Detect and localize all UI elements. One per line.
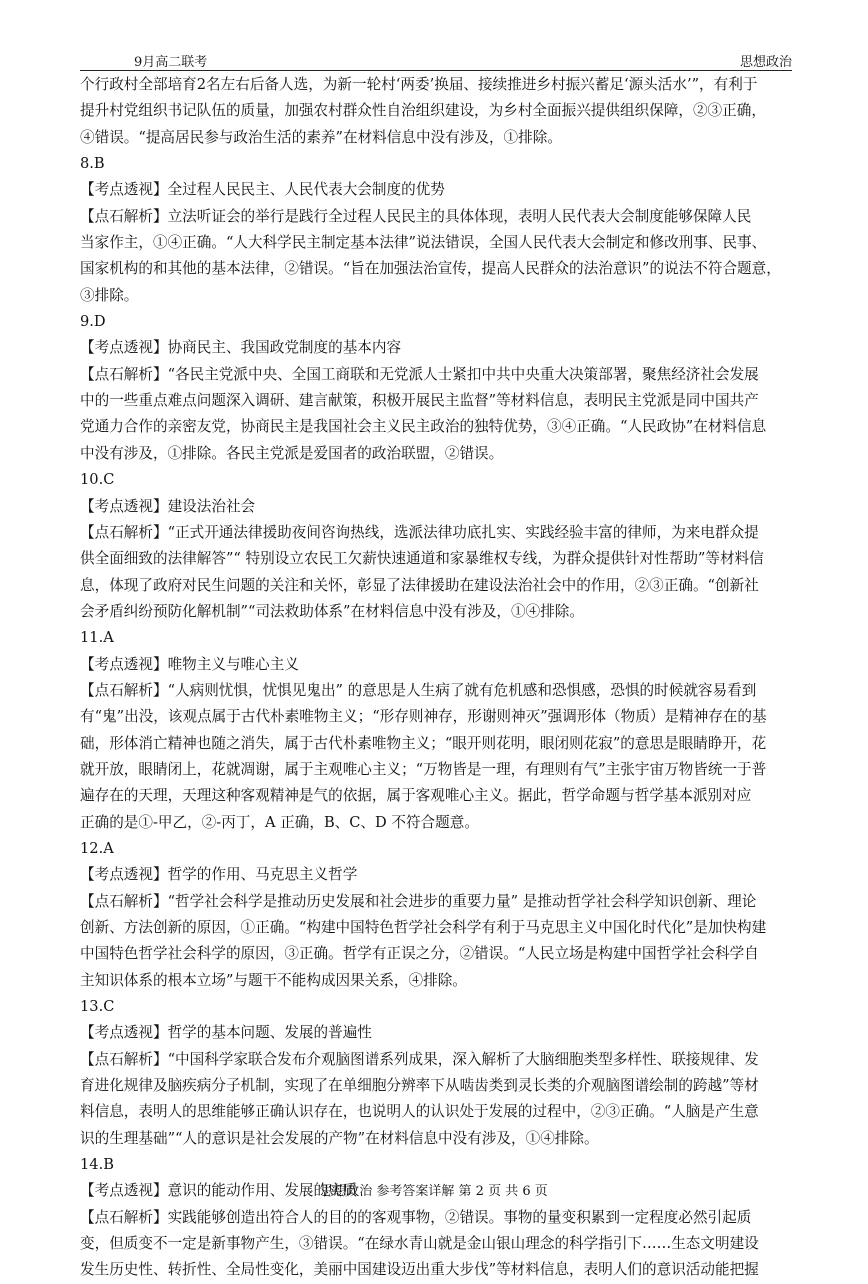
text-line: 【考点透视】协商民主、我国政党制度的基本内容 <box>80 339 402 357</box>
text-line: ③排除。 <box>80 286 139 304</box>
text-line: 党通力合作的亲密友党，协商民主是我国社会主义民主政治的独特优势，③④正确。“人民政协”在材料信息 <box>80 418 767 436</box>
text-line: 中的一些重点难点问题深入调研、建言献策，积极开展民主监督”等材料信息，表明民主党派是同中国共产 <box>80 392 759 410</box>
text-line: 8.B <box>80 155 105 173</box>
text-line: 14.B <box>80 1156 114 1174</box>
text-line: 创新、方法创新的原因，①正确。“构建中国特色哲学社会科学有利于马克思主义中国化时代化”是加快构建 <box>80 919 767 936</box>
page-header <box>80 48 792 71</box>
text-line: 遍存在的天理，天理这种客观精神是气的依据，属于客观唯心主义。据此，哲学命题与哲学基本派别对应 <box>80 787 752 805</box>
text-line: 供全面细致的法律解答”“ 特别设立农民工欠薪快速通道和家暴维权专线，为群众提供针对性帮助”等材料信 <box>80 550 764 568</box>
answer-explanations <box>80 72 792 1284</box>
text-line: 中国特色哲学社会科学的原因，③正确。哲学有正误之分，②错误。“人民立场是构建中国哲学社会科学自 <box>80 945 759 963</box>
text-line: 10.C <box>80 471 115 489</box>
text-line: 当家作主，①④正确。“人大科学民主制定基本法律”说法错误，全国人民代表大会制定和修改刑事、民事、 <box>80 234 767 252</box>
text-line: 育进化规律及脑疾病分子机制，实现了在单细胞分辨率下从啮齿类到灵长类的介观脑图谱绘制的跨越”等材 <box>80 1077 759 1095</box>
text-line: 有“鬼”出没，该观点属于古代朴素唯物主义；“形存则神存，形谢则神灭”强调形体（物质）是精神存在的基 <box>80 708 767 726</box>
text-line: 11.A <box>80 629 114 647</box>
text-line: 13.C <box>80 998 115 1016</box>
text-line: 【考点透视】哲学的基本问题、发展的普遍性 <box>80 1024 372 1042</box>
text-line: 【考点透视】建设法治社会 <box>80 497 256 515</box>
header-exam-name: 9月高二联考 <box>134 55 208 70</box>
text-line: 【点石解析】“中国科学家联合发布介观脑图谱系列成果，深入解析了大脑细胞类型多样性、联接规律、发 <box>80 1050 759 1068</box>
text-line: 础，形体消亡精神也随之消失，属于古代朴素唯物主义；“眼开则花明，眼闭则花寂”的意思是眼睛睁开，花 <box>80 734 767 752</box>
text-line: 【点石解析】实践能够创造出符合人的目的的客观事物，②错误。事物的量变积累到一定程度必然引起质 <box>80 1208 752 1226</box>
text-line: 发生历史性、转折性、全局性变化，美丽中国建设迈出重大步伐”等材料信息，表明人们的意识活动能把握 <box>80 1261 759 1279</box>
text-line: 【点石解析】立法听证会的举行是践行全过程人民民主的具体体现，表明人民代表大会制度能够保障人民 <box>80 207 752 225</box>
text-line: 12.A <box>80 839 114 857</box>
text-line: 【考点透视】哲学的作用、马克思主义哲学 <box>80 866 358 884</box>
text-line: 【点石解析】“各民主党派中央、全国工商联和无党派人士紧扣中共中央重大决策部署，聚焦经济社会发展 <box>80 365 759 383</box>
text-line: 识的生理基础”“人的意识是社会发展的产物”在材料信息中没有涉及，①④排除。 <box>80 1129 599 1147</box>
text-line: 中没有涉及，①排除。各民主党派是爱国者的政治联盟，②错误。 <box>80 444 504 462</box>
text-line: 【考点透视】全过程人民民主、人民代表大会制度的优势 <box>80 181 445 199</box>
text-line: 【考点透视】唯物主义与唯心主义 <box>80 655 299 673</box>
header-subject: 思想政治 <box>739 55 792 70</box>
text-line: 国家机构的和其他的基本法律，②错误。“旨在加强法治宣传，提高人民群众的法治意识”的说法不符合题意， <box>80 260 781 278</box>
text-line: 正确的是①-甲乙，②-丙丁，A 正确，B、C、D 不符合题意。 <box>80 813 479 831</box>
text-line: 【点石解析】“正式开通法律援助夜间咨询热线，选派法律功底扎实、实践经验丰富的律师，为来电群众提 <box>80 523 759 541</box>
text-line: 主知识体系的根本立场”与题干不能构成因果关系，④排除。 <box>80 971 467 989</box>
text-line: 变，但质变不一定是新事物产生，③错误。“在绿水青山就是金山银山理念的科学指引下……生态文明建设 <box>80 1235 759 1253</box>
text-line: 9.D <box>80 313 106 331</box>
text-line: 提升村党组织书记队伍的质量，加强农村群众性自治组织建设，为乡村全面振兴提供组织保障，②③正确， <box>80 102 766 120</box>
text-line: 【考点透视】意识的能动作用、发展的实质 <box>80 1182 358 1200</box>
text-line: 息，体现了政府对民生问题的关注和关怀，彰显了法律援助在建设法治社会中的作用，②③正确。“创新社 <box>80 576 759 594</box>
text-line: 就开放，眼睛闭上，花就凋谢，属于主观唯心主义；“万物皆是一理，有理则有气”主张宇宙万物皆统一于普 <box>80 760 767 778</box>
text-line: 【点石解析】“哲学社会科学是推动历史发展和社会进步的重要力量” 是推动哲学社会科学知识创新、理论 <box>80 892 757 910</box>
text-line: 个行政村全部培育2名左右后备人选，为新一轮村‘两委’换届、接续推进乡村振兴蓄足‘源头活水’”，有利于 <box>80 76 758 93</box>
text-line: 会矛盾纠纷预防化解机制”“司法救助体系”在材料信息中没有涉及，①④排除。 <box>80 602 584 620</box>
text-line: ④错误。“提高居民参与政治生活的素养”在材料信息中没有涉及，①排除。 <box>80 128 562 146</box>
text-line: 【点石解析】“人病则忧惧，忧惧见鬼出” 的意思是人生病了就有危机感和恐惧感，恐惧的时候就容易看到 <box>80 681 757 699</box>
page-footer: 思想政治 参考答案详解 第 2 页 共 6 页 <box>320 1184 548 1199</box>
text-line: 料信息，表明人的思维能够正确认识存在，也说明人的认识处于发展的过程中，②③正确。“人脑是产生意 <box>80 1103 759 1121</box>
